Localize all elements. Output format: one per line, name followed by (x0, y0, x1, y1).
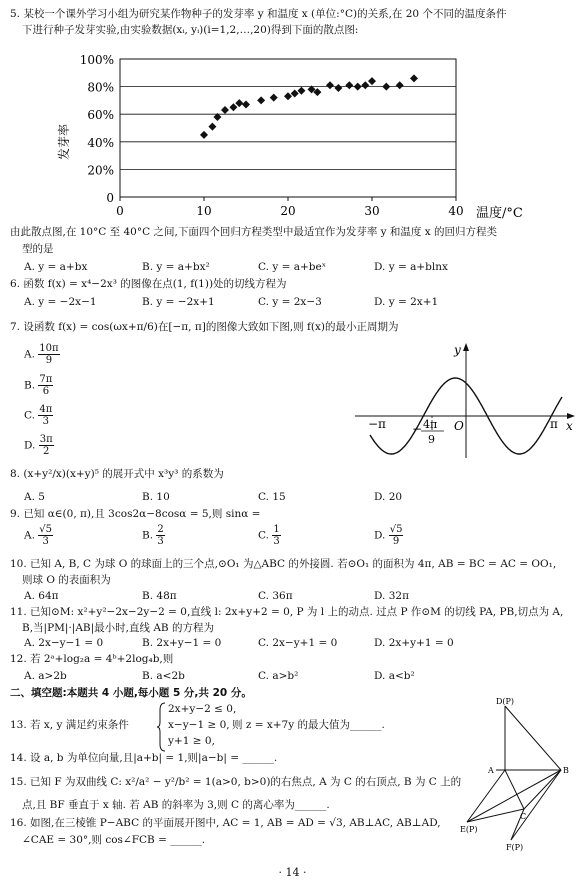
q9-option-b-den: 3 (157, 536, 164, 547)
graph-mark-sign: − (412, 422, 423, 436)
data-point (354, 83, 362, 91)
q7-option-b[interactable] (24, 374, 53, 397)
section-fill-in-title: 二、填空题:本题共 4 小题,每小题 5 分,共 20 分。 (10, 687, 252, 699)
q12-option-a[interactable]: A. a>2b (24, 670, 67, 682)
q7-option-b-label: B. (24, 379, 36, 392)
q12-option-c[interactable]: C. a>b² (258, 670, 299, 682)
q9-option-c-den: 3 (273, 536, 280, 547)
q7-option-a-fraction (38, 343, 59, 366)
q8-option-c[interactable]: C. 15 (258, 491, 286, 503)
net-label-d: D(P) (496, 697, 515, 706)
q5-option-c[interactable]: C. y = a+beˣ (258, 261, 327, 273)
x-tick-label: 40 (448, 204, 464, 218)
q6-option-c[interactable]: C. y = 2x−3 (258, 296, 322, 308)
q16-stem-line1: 16. 如图,在三棱锥 P−ABC 的平面展开图中, AC = 1, AB = AD = √3, AB⊥AC, AB⊥AD, (10, 817, 441, 829)
q11-option-c[interactable]: C. 2x−y+1 = 0 (258, 637, 338, 649)
q7-option-b-den: 6 (42, 386, 50, 397)
x-axis-label: 温度/°C (476, 206, 523, 221)
data-point (200, 131, 208, 139)
q9-option-a-den: 3 (42, 536, 49, 547)
q7-option-c[interactable] (24, 404, 53, 427)
graph-y-label: y (454, 343, 461, 357)
data-point (242, 101, 250, 109)
q9-option-b-num: 2 (157, 524, 164, 535)
y-tick-label: 80% (87, 80, 114, 95)
q5-stem-line1: 5. 某校一个课外学习小组为研究某作物种子的发芽率 y 和温度 x (单位:°C)的关系,在 20 个不同的温度条件 (10, 8, 507, 20)
data-point (382, 83, 390, 91)
y-tick-label: 40% (87, 135, 114, 150)
q13-brace (156, 702, 166, 752)
data-point (368, 77, 376, 85)
q7-option-a-num: 10π (39, 343, 59, 354)
q12-option-b[interactable]: B. a<2b (142, 670, 185, 682)
q9-option-a-num: √5 (39, 524, 52, 535)
graph-origin-label: O (454, 419, 464, 433)
net-diagram (460, 695, 575, 855)
q9-option-d-num: √5 (389, 524, 403, 535)
q7-option-c-den: 3 (42, 416, 49, 427)
q10-option-a[interactable]: A. 64π (24, 590, 59, 602)
q15-stem-line2: 点,且 BF 垂直于 x 轴. 若 AB 的斜率为 3,则 C 的离心率为______. (22, 799, 330, 811)
q11-option-b[interactable]: B. 2x+y−1 = 0 (142, 637, 222, 649)
q13-constraint-3: y+1 ≥ 0, (168, 735, 215, 747)
graph-mark-numerator: 4π (423, 418, 438, 431)
q7-option-c-num: 4π (39, 404, 53, 415)
q7-option-a-den: 9 (45, 355, 53, 366)
q9-option-c-fraction (272, 524, 280, 547)
q12-stem: 12. 若 2ᵃ+log₂a = 4ᵇ+2log₄b,则 (10, 653, 174, 665)
q6-option-a[interactable]: A. y = −2x−1 (24, 296, 97, 308)
graph-neg-pi-label: −π (368, 417, 386, 431)
y-tick-label: 100% (79, 53, 114, 67)
q5-stem-line2: 下进行种子发芽实验,由实验数据(xᵢ, yᵢ)(i=1,2,…,20)得到下面的散点图: (22, 24, 359, 36)
q10-stem-line1: 10. 已知 A, B, C 为球 O 的球面上的三个点,⊙O₁ 为△ABC 的外接圆. 若⊙O₁ 的面积为 4π, AB = BC = AC = OO₁, (10, 558, 557, 570)
q7-option-d-fraction (39, 434, 54, 457)
q13-constraint-2: x−y−1 ≥ 0, (168, 719, 230, 731)
q10-option-c[interactable]: C. 36π (258, 590, 293, 602)
q8-option-d[interactable]: D. 20 (374, 491, 403, 503)
graph-mark-denominator: 9 (428, 433, 435, 446)
data-point (345, 81, 353, 89)
q9-option-b-fraction (156, 524, 164, 547)
q11-option-a[interactable]: A. 2x−y−1 = 0 (24, 637, 104, 649)
data-point (396, 81, 404, 89)
q8-option-a[interactable]: A. 5 (24, 491, 45, 503)
q8-stem: 8. (x+y²/x)(x+y)⁵ 的展开式中 x³y³ 的系数为 (10, 468, 224, 480)
q9-option-a[interactable] (24, 524, 53, 547)
q15-stem-line1: 15. 已知 F 为双曲线 C: x²/a² − y²/b² = 1(a>0, b>0)的右焦点, A 为 C 的右顶点, B 为 C 上的 (10, 776, 462, 788)
q10-stem-line2: 则球 O 的表面积为 (22, 574, 111, 586)
x-tick-label: 20 (280, 204, 296, 218)
q9-option-d-label: D. (374, 529, 386, 542)
data-point (334, 84, 342, 92)
q9-option-d[interactable] (374, 524, 403, 547)
q7-option-a[interactable] (24, 343, 60, 366)
q7-option-b-fraction (38, 374, 53, 397)
q7-option-d-den: 2 (43, 446, 50, 457)
x-tick-label: 10 (196, 204, 212, 218)
graph-x-label: x (566, 419, 573, 433)
q10-option-d[interactable]: D. 32π (374, 590, 409, 602)
y-tick-label: 0 (106, 191, 114, 205)
data-point (208, 123, 216, 131)
q14-stem: 14. 设 a, b 为单位向量,且|a+b| = 1,则|a−b| = ______. (10, 752, 278, 764)
q9-option-b[interactable] (142, 524, 165, 547)
q8-option-b[interactable]: B. 10 (142, 491, 170, 503)
q12-option-d[interactable]: D. a<b² (374, 670, 415, 682)
data-point (235, 99, 243, 107)
net-label-e: E(P) (460, 825, 478, 834)
net-label-c: C (520, 812, 527, 821)
q5-option-b[interactable]: B. y = a+bx² (142, 261, 210, 273)
q5-after-line1: 由此散点图,在 10°C 至 40°C 之间,下面四个回归方程类型中最适宜作为发芽率 y 和温度 x 的回归方程类 (10, 226, 498, 238)
data-point (257, 96, 265, 104)
q7-option-b-num: 7π (39, 374, 53, 385)
q13-constraint-1: 2x+y−2 ≤ 0, (168, 703, 237, 715)
q9-stem: 9. 已知 α∈(0, π),且 3cos2α−8cosα = 5,则 sinα = (10, 508, 261, 520)
q7-stem: 7. 设函数 f(x) = cos(ωx+π/6)在[−π, π]的图像大致如下图,则 f(x)的最小正周期为 (10, 321, 399, 333)
q7-option-d-label: D. (24, 439, 36, 452)
q5-after-line2: 型的是 (22, 243, 54, 255)
q7-option-d-num: 3π (39, 434, 53, 445)
data-point (229, 103, 237, 111)
plot-frame (120, 59, 456, 197)
scatter-plot (0, 42, 585, 222)
x-tick-label: 0 (116, 204, 124, 218)
q6-stem: 6. 函数 f(x) = x⁴−2x³ 的图像在点(1, f(1))处的切线方程为 (10, 278, 287, 290)
y-tick-label: 20% (87, 163, 114, 178)
graph-pi-label: π (550, 417, 558, 431)
data-point (410, 74, 418, 82)
q13-stem-prefix: 13. 若 x, y 满足约束条件 (10, 719, 129, 731)
y-tick-label: 60% (87, 108, 114, 123)
q9-option-c-label: C. (258, 529, 269, 542)
q6-option-b[interactable]: B. y = −2x+1 (142, 296, 215, 308)
q9-option-b-label: B. (142, 529, 154, 542)
data-point (221, 106, 229, 114)
q10-option-b[interactable]: B. 48π (142, 590, 177, 602)
q7-option-c-fraction (38, 404, 53, 427)
page-number: · 14 · (278, 866, 307, 879)
q9-option-d-den: 9 (392, 536, 400, 547)
q7-option-a-label: A. (24, 348, 35, 361)
data-point (326, 81, 334, 89)
q9-option-c[interactable] (258, 524, 281, 547)
q7-option-c-label: C. (24, 409, 35, 422)
q16-stem-line2: ∠CAE = 30°,则 cos∠FCB = ______. (22, 834, 206, 846)
q5-option-d[interactable]: D. y = a+blnx (374, 261, 448, 273)
q5-option-a[interactable]: A. y = a+bx (24, 261, 88, 273)
y-axis-label: 发芽率 (57, 123, 71, 161)
q11-stem-line1: 11. 已知⊙M: x²+y²−2x−2y−2 = 0,直线 l: 2x+y+2 = 0, P 为 l 上的动点. 过点 P 作⊙M 的切线 PA, PB,切点为 A, (10, 606, 564, 618)
data-point (270, 94, 278, 102)
q13-stem-suffix: 则 z = x+7y 的最大值为______. (232, 719, 385, 731)
q6-option-d[interactable]: D. y = 2x+1 (374, 296, 439, 308)
net-label-a: A (488, 766, 494, 775)
data-point (361, 81, 369, 89)
q7-option-d[interactable] (24, 434, 54, 457)
q9-option-a-fraction (38, 524, 53, 547)
q11-option-d[interactable]: D. 2x+y+1 = 0 (374, 637, 454, 649)
q9-option-c-num: 1 (273, 524, 280, 535)
net-label-f: F(P) (506, 843, 524, 852)
cosine-graph (350, 340, 580, 460)
q11-stem-line2: B,当|PM|·|AB|最小时,直线 AB 的方程为 (22, 622, 214, 634)
q9-option-a-label: A. (24, 529, 35, 542)
x-tick-label: 30 (364, 204, 380, 218)
q9-option-d-fraction (389, 524, 404, 547)
net-label-b: B (563, 766, 569, 775)
